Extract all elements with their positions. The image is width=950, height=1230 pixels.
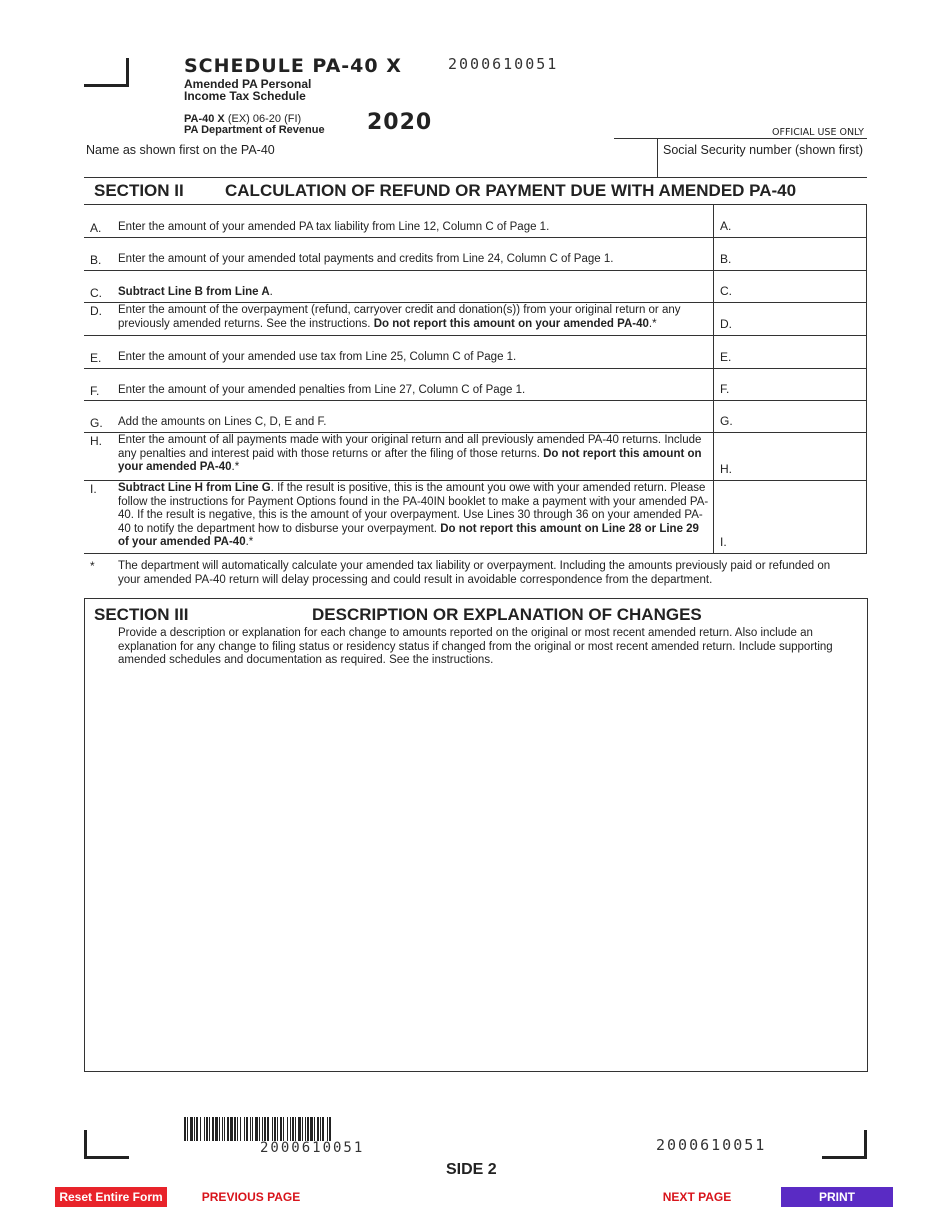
line-letter: A. bbox=[90, 221, 102, 235]
line-description bbox=[118, 286, 710, 300]
line-code: I. bbox=[720, 535, 727, 549]
barcode bbox=[184, 1117, 448, 1141]
department-name: PA Department of Revenue bbox=[184, 124, 325, 136]
line-code: H. bbox=[720, 462, 732, 476]
line-code: A. bbox=[720, 219, 732, 233]
official-use-label: OFFICIAL USE ONLY bbox=[772, 127, 864, 138]
footnote-text: The department will automatically calculate your amended tax liability or overpayment. Including the amounts previously paid or refunded on your amended PA-40 return will delay processing and could result in avoidable correspondence from the department. bbox=[118, 560, 831, 586]
schedule-title: SCHEDULE PA-40 X bbox=[184, 55, 402, 77]
line-letter: D. bbox=[90, 304, 102, 318]
side-label: SIDE 2 bbox=[446, 1161, 497, 1178]
line-letter: B. bbox=[90, 253, 102, 267]
line-letter: H. bbox=[90, 434, 102, 448]
footer-form-number: 2000610051 bbox=[656, 1136, 767, 1154]
ssn-field[interactable] bbox=[663, 158, 863, 176]
corner-mark-bottom-left bbox=[84, 1130, 129, 1159]
line-text-bold: Do not report this amount on your amended PA-40 bbox=[373, 317, 649, 330]
line-code: F. bbox=[720, 382, 730, 396]
line-letter: C. bbox=[90, 286, 102, 300]
line-description bbox=[118, 221, 710, 235]
print-button[interactable]: PRINT bbox=[781, 1187, 893, 1207]
line-letter: E. bbox=[90, 351, 102, 365]
line-description bbox=[118, 416, 710, 430]
barcode-number: 2000610051 bbox=[260, 1140, 365, 1156]
line-text-bold-lead: Subtract Line B from Line A bbox=[118, 286, 270, 298]
form-code-bold: PA-40 X bbox=[184, 113, 225, 125]
line-text-tail: .* bbox=[648, 317, 657, 330]
line-text-bold-lead: Subtract Line H from Line G bbox=[118, 482, 271, 494]
line-code: D. bbox=[720, 317, 732, 331]
line-letter: F. bbox=[90, 384, 100, 398]
line-code: G. bbox=[720, 414, 733, 428]
line-description bbox=[118, 482, 710, 550]
line-code: E. bbox=[720, 350, 732, 364]
section3-label: SECTION III bbox=[94, 605, 189, 624]
corner-mark-bottom-right bbox=[822, 1130, 867, 1159]
subtitle-line1: Amended PA Personal bbox=[184, 77, 312, 91]
line-text-main: Enter the amount of your amended penalties from Line 27, Column C of Page 1. bbox=[118, 384, 526, 396]
line-amount-input[interactable] bbox=[735, 305, 864, 332]
line-text-main: Add the amounts on Lines C, D, E and F. bbox=[118, 416, 327, 428]
line-amount-input[interactable] bbox=[735, 483, 864, 550]
reset-form-button[interactable]: Reset Entire Form bbox=[55, 1187, 167, 1207]
line-text-main: Enter the amount of all payments made with your original return and all previously amended PA-40 returns. Include any penalties and interest paid with those returns or after the filing of those returns. bbox=[118, 434, 702, 460]
section2-label: SECTION II bbox=[94, 181, 184, 200]
line-description bbox=[118, 384, 710, 398]
line-letter: G. bbox=[90, 416, 103, 430]
line-text-main: . If the result is positive, this is the amount you owe with your amended return. Please follow the instructions for Payment Options found in the PA-40IN booklet to make a payment with your amended PA-40. If the result is negative, this is the amount of your overpayment. Use Lines 30 through 36 on your amended PA-40 to notify the department how to disburse your overpayment. bbox=[118, 482, 709, 535]
line-amount-input[interactable] bbox=[735, 273, 864, 299]
section2-title: CALCULATION OF REFUND OR PAYMENT DUE WITH AMENDED PA-40 bbox=[225, 181, 797, 200]
line-amount-input[interactable] bbox=[735, 338, 864, 365]
line-code: B. bbox=[720, 252, 732, 266]
line-description bbox=[118, 304, 710, 331]
line-text-main: Enter the amount of the overpayment (refund, carryover credit and donation(s)) from your original return or any previously amended returns. See the instructions. bbox=[118, 304, 681, 330]
footnote-mark: * bbox=[90, 559, 95, 573]
section3-title: DESCRIPTION OR EXPLANATION OF CHANGES bbox=[312, 605, 702, 624]
line-text-tail: .* bbox=[231, 461, 240, 473]
previous-page-button[interactable]: PREVIOUS PAGE bbox=[201, 1190, 301, 1204]
line-text-main: Enter the amount of your amended total payments and credits from Line 24, Column C of Page 1. bbox=[118, 253, 614, 265]
line-text-main: . bbox=[269, 286, 273, 298]
explanation-textarea[interactable] bbox=[90, 672, 862, 1066]
line-text-bold: Do not report this amount on Line 28 or Line 29 of your amended PA-40 bbox=[118, 522, 699, 548]
section3-instructions: Provide a description or explanation for each change to amounts reported on the original or most recent amended return. Also include an explanation for any change to filing status or residency status if changed from the original or most recent amended return. Include supporting amended schedules and documentation as required. See the instructions. bbox=[118, 627, 833, 666]
line-description bbox=[118, 351, 710, 365]
line-text-bold: Do not report this amount on your amended PA-40 bbox=[118, 447, 702, 473]
line-amount-input[interactable] bbox=[735, 371, 864, 397]
name-label: Name as shown first on the PA-40 bbox=[86, 143, 275, 157]
line-text-tail: .* bbox=[245, 536, 254, 548]
line-code: C. bbox=[720, 284, 732, 298]
ssn-label: Social Security number (shown first) bbox=[663, 143, 864, 157]
line-letter: I. bbox=[90, 482, 97, 496]
line-text-main: Enter the amount of your amended PA tax liability from Line 12, Column C of Page 1. bbox=[118, 221, 550, 233]
form-code-rest: (EX) 06-20 (FI) bbox=[224, 113, 302, 125]
tax-year: 2020 bbox=[367, 110, 433, 135]
form-number-top: 2000610051 bbox=[448, 55, 559, 73]
line-text-main: Enter the amount of your amended use tax from Line 25, Column C of Page 1. bbox=[118, 351, 517, 363]
line-description bbox=[118, 253, 710, 267]
name-field[interactable] bbox=[86, 158, 652, 176]
line-amount-input[interactable] bbox=[735, 208, 864, 234]
line-amount-input[interactable] bbox=[735, 435, 864, 477]
next-page-button[interactable]: NEXT PAGE bbox=[662, 1190, 732, 1204]
corner-mark-top-left bbox=[84, 58, 129, 87]
line-amount-input[interactable] bbox=[735, 240, 864, 267]
line-amount-input[interactable] bbox=[735, 403, 864, 429]
subtitle-line2: Income Tax Schedule bbox=[184, 89, 306, 103]
line-description bbox=[118, 434, 710, 475]
